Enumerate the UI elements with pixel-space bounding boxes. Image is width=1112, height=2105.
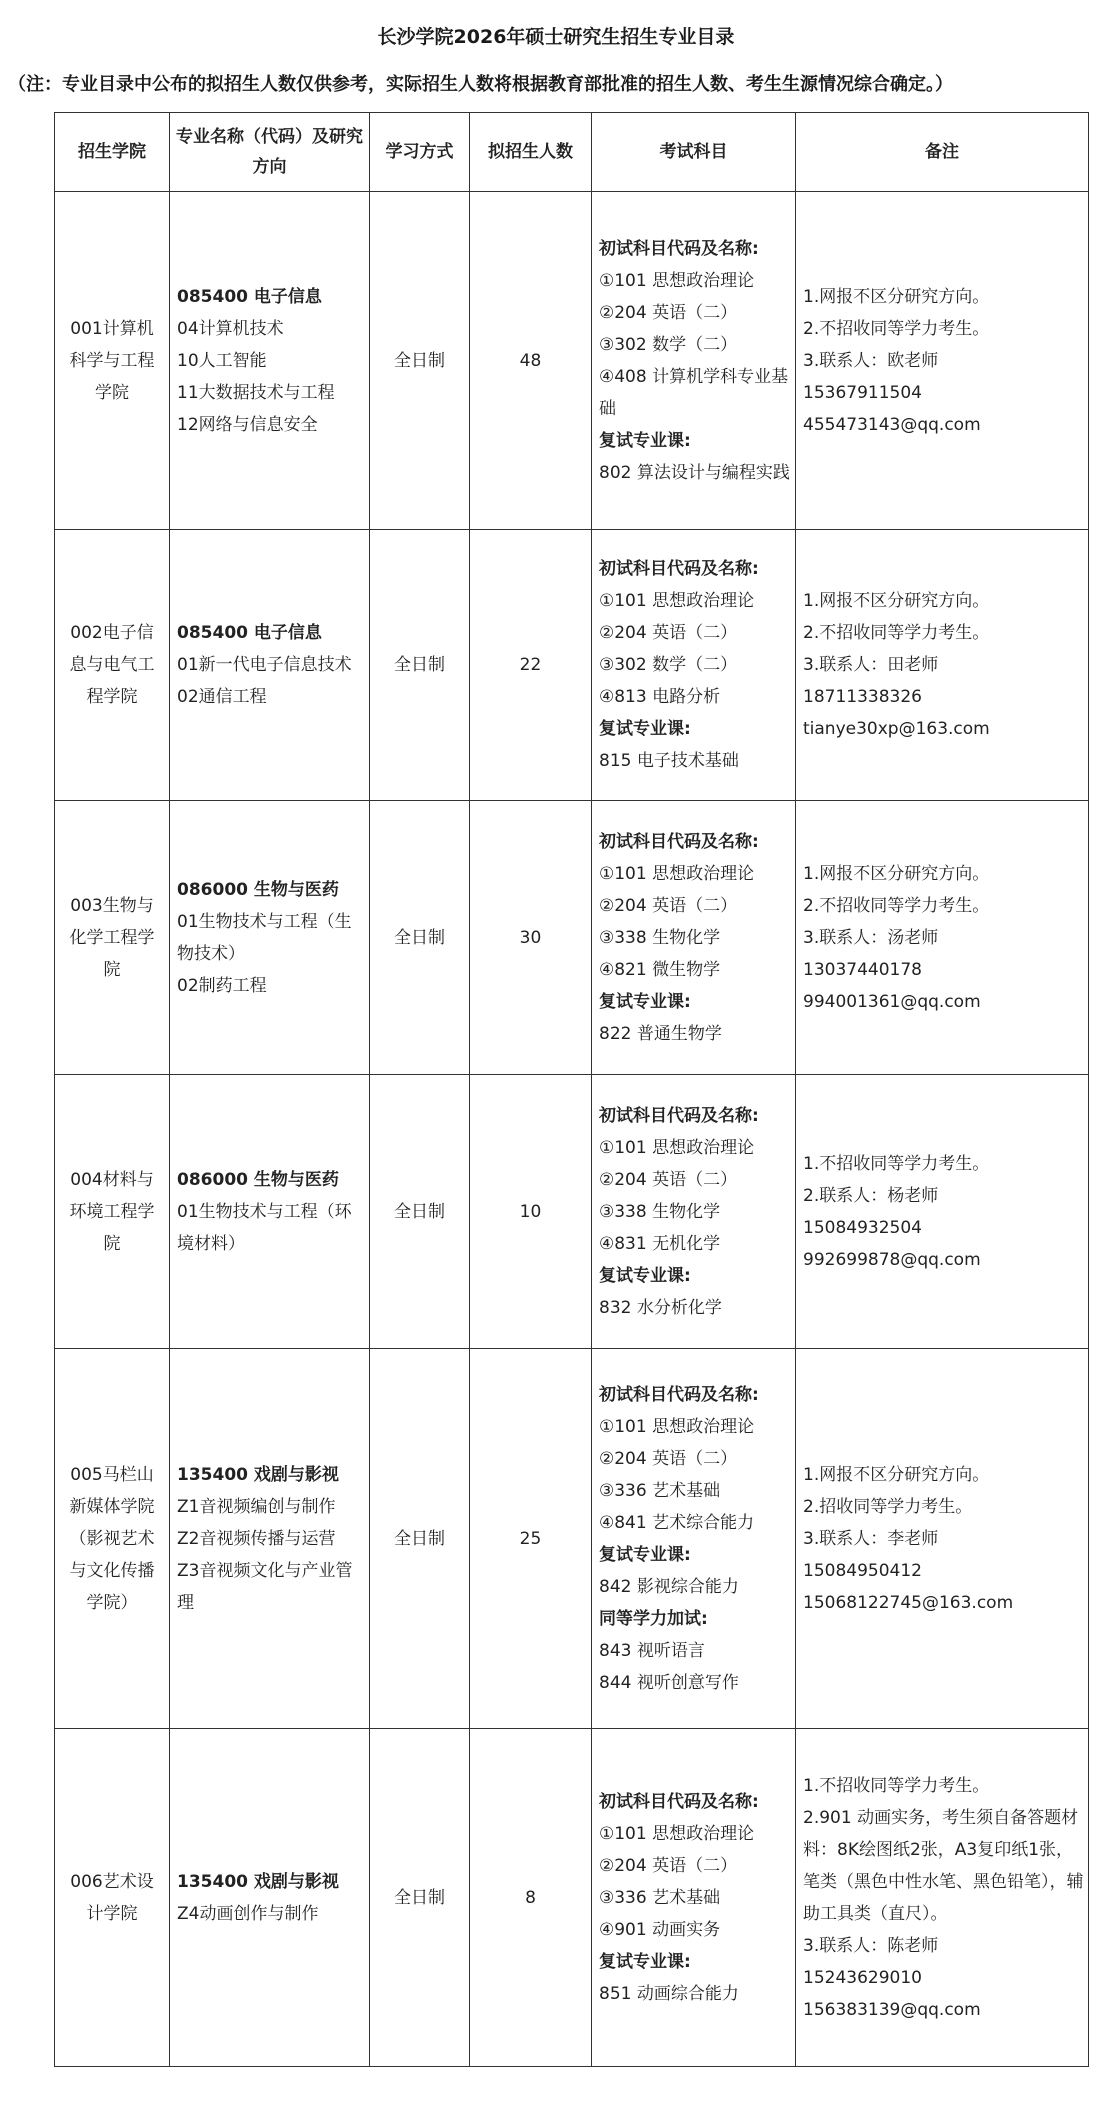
research-direction: 01生物技术与工程（生物技术） [177,911,352,964]
exam-subject: ④821 微生物学 [599,959,721,980]
research-direction: 04计算机技术 [177,318,284,339]
remark-line: 15068122745@163.com [803,1592,1014,1613]
remark-line: 2.不招收同等学力考生。 [803,623,990,643]
table-row [55,1075,1089,1349]
header-major: 专业名称（代码）及研究方向 [170,113,370,192]
study-mode-cell: 全日制 [370,1729,470,2067]
major-cell [170,1729,370,2067]
exam-cell [592,1729,796,2067]
remarks-cell [796,801,1089,1075]
major-name: 135400 戏剧与影视 [177,1464,339,1485]
remark-line: 455473143@qq.com [803,414,981,435]
research-direction: Z4动画创作与制作 [177,1903,319,1924]
remark-line: 3.联系人：汤老师 [803,927,939,948]
remark-line: 1.网报不区分研究方向。 [803,591,990,611]
table-header-row [55,113,1089,192]
research-direction: 01新一代电子信息技术 [177,655,352,675]
retest-subject: 851 动画综合能力 [599,1983,739,2004]
research-direction: 10人工智能 [177,350,267,371]
remark-line: 3.联系人：田老师 [803,655,939,675]
remark-line: 2.招收同等学力考生。 [803,1496,973,1517]
exam-heading: 初试科目代码及名称: [599,238,759,259]
extra-subject: 844 视听创意写作 [599,1672,739,1693]
table-row [55,192,1089,530]
major-name: 086000 生物与医药 [177,1169,339,1190]
remark-line: 15367911504 [803,382,922,403]
remark-line: 3.联系人：陈老师 [803,1935,939,1956]
remark-line: 3.联系人：李老师 [803,1528,939,1549]
research-direction: 02制药工程 [177,975,267,996]
enrollment-count-cell: 30 [470,801,592,1075]
remark-line: 13037440178 [803,959,922,980]
retest-subject: 842 影视综合能力 [599,1576,739,1597]
remark-line: 1.网报不区分研究方向。 [803,1464,990,1485]
remarks-cell [796,1349,1089,1729]
exam-subject: ③302 数学（二） [599,655,738,675]
college-cell: 001计算机科学与工程学院 [55,192,170,530]
remark-line: 2.联系人：杨老师 [803,1185,939,1206]
remark-line: 15084950412 [803,1560,922,1581]
enrollment-count-cell: 48 [470,192,592,530]
enrollment-count-cell: 10 [470,1075,592,1349]
remark-line: 18711338326 [803,687,922,707]
exam-subject: ④841 艺术综合能力 [599,1512,755,1533]
research-direction: 02通信工程 [177,687,267,707]
retest-heading: 复试专业课: [599,1951,691,1972]
enrollment-count-cell: 25 [470,1349,592,1729]
major-name: 085400 电子信息 [177,623,322,643]
exam-subject: ③338 生物化学 [599,927,721,948]
exam-subject: ①101 思想政治理论 [599,1823,755,1844]
retest-subject: 815 电子技术基础 [599,751,739,771]
exam-subject: ②204 英语（二） [599,302,738,323]
exam-cell [592,530,796,801]
exam-subject: ②204 英语（二） [599,1448,738,1469]
major-catalog-table [54,112,1089,2067]
exam-subject: ②204 英语（二） [599,895,738,916]
remarks-cell [796,530,1089,801]
remarks-cell [796,1729,1089,2067]
research-direction: 11大数据技术与工程 [177,382,335,403]
exam-subject: ③338 生物化学 [599,1201,721,1222]
retest-heading: 复试专业课: [599,719,691,739]
enrollment-count-cell: 22 [470,530,592,801]
exam-cell [592,192,796,530]
major-cell [170,1349,370,1729]
retest-subject: 802 算法设计与编程实践 [599,462,790,483]
remark-line: 1.不招收同等学力考生。 [803,1775,990,1796]
exam-subject: ④831 无机化学 [599,1233,721,1254]
exam-subject: ③336 艺术基础 [599,1887,721,1908]
major-cell [170,192,370,530]
table-row [55,1349,1089,1729]
study-mode-cell: 全日制 [370,1349,470,1729]
table-body [55,192,1089,2067]
major-cell [170,530,370,801]
retest-subject: 822 普通生物学 [599,1023,722,1044]
table-row [55,1729,1089,2067]
exam-heading: 初试科目代码及名称: [599,1105,759,1126]
research-direction: Z3音视频文化与产业管理 [177,1560,353,1613]
retest-heading: 复试专业课: [599,991,691,1012]
exam-subject: ③302 数学（二） [599,334,738,355]
exam-cell [592,1349,796,1729]
exam-heading: 初试科目代码及名称: [599,1384,759,1405]
study-mode-cell: 全日制 [370,530,470,801]
major-cell [170,1075,370,1349]
remarks-cell [796,192,1089,530]
study-mode-cell: 全日制 [370,1075,470,1349]
extra-subject: 843 视听语言 [599,1640,705,1661]
research-direction: Z1音视频编创与制作 [177,1496,336,1517]
remark-line: 992699878@qq.com [803,1249,981,1270]
header-exams: 考试科目 [592,113,796,192]
exam-subject: ②204 英语（二） [599,1855,738,1876]
remark-line: 2.不招收同等学力考生。 [803,318,990,339]
table-row [55,530,1089,801]
exam-heading: 初试科目代码及名称: [599,559,759,579]
major-name: 135400 戏剧与影视 [177,1871,339,1892]
exam-heading: 初试科目代码及名称: [599,1791,759,1812]
remark-line: 994001361@qq.com [803,991,981,1012]
enrollment-count-cell: 8 [470,1729,592,2067]
remark-line: 1.网报不区分研究方向。 [803,863,990,884]
study-mode-cell: 全日制 [370,801,470,1075]
exam-subject: ③336 艺术基础 [599,1480,721,1501]
exam-subject: ②204 英语（二） [599,623,738,643]
exam-subject: ①101 思想政治理论 [599,1137,755,1158]
remark-line: 3.联系人：欧老师 [803,350,939,371]
exam-heading: 初试科目代码及名称: [599,831,759,852]
header-remarks: 备注 [796,113,1089,192]
table-row [55,801,1089,1075]
remarks-cell [796,1075,1089,1349]
research-direction: 01生物技术与工程（环境材料） [177,1201,352,1254]
page-title: 长沙学院2026年硕士研究生招生专业目录 [377,26,735,48]
remark-line: tianye30xp@163.com [803,719,990,739]
retest-heading: 复试专业课: [599,430,691,451]
college-cell: 004材料与环境工程学院 [55,1075,170,1349]
retest-heading: 复试专业课: [599,1265,691,1286]
research-direction: 12网络与信息安全 [177,414,318,435]
header-count: 拟招生人数 [470,113,592,192]
major-name: 085400 电子信息 [177,286,322,307]
remark-line: 1.网报不区分研究方向。 [803,286,990,307]
exam-subject: ④408 计算机学科专业基础 [599,366,789,419]
exam-subject: ④813 电路分析 [599,687,721,707]
college-cell: 002电子信息与电气工程学院 [55,530,170,801]
exam-cell [592,801,796,1075]
header-college: 招生学院 [55,113,170,192]
remark-line: 15084932504 [803,1217,922,1238]
remark-line: 2.901 动画实务，考生须自备答题材料：8K绘图纸2张，A3复印纸1张，笔类（黑色中性水笔、黑色铅笔），辅助工具类（直尺）。 [803,1807,1084,1924]
remark-line: 156383139@qq.com [803,1999,981,2020]
remark-line: 2.不招收同等学力考生。 [803,895,990,916]
page-note: （注：专业目录中公布的拟招生人数仅供参考，实际招生人数将根据教育部批准的招生人数、考生生源情况综合确定。） [8,74,953,95]
retest-heading: 复试专业课: [599,1544,691,1565]
exam-subject: ①101 思想政治理论 [599,863,755,884]
exam-cell [592,1075,796,1349]
remark-line: 1.不招收同等学力考生。 [803,1153,990,1174]
college-cell: 003生物与化学工程学院 [55,801,170,1075]
exam-subject: ①101 思想政治理论 [599,591,755,611]
college-cell: 005马栏山新媒体学院（影视艺术与文化传播学院） [55,1349,170,1729]
header-mode: 学习方式 [370,113,470,192]
extra-heading: 同等学力加试: [599,1608,708,1629]
study-mode-cell: 全日制 [370,192,470,530]
exam-subject: ①101 思想政治理论 [599,270,755,291]
research-direction: Z2音视频传播与运营 [177,1528,336,1549]
exam-subject: ④901 动画实务 [599,1919,721,1940]
major-cell [170,801,370,1075]
retest-subject: 832 水分析化学 [599,1297,722,1318]
exam-subject: ①101 思想政治理论 [599,1416,755,1437]
major-name: 086000 生物与医药 [177,879,339,900]
college-cell: 006艺术设计学院 [55,1729,170,2067]
exam-subject: ②204 英语（二） [599,1169,738,1190]
remark-line: 15243629010 [803,1967,922,1988]
